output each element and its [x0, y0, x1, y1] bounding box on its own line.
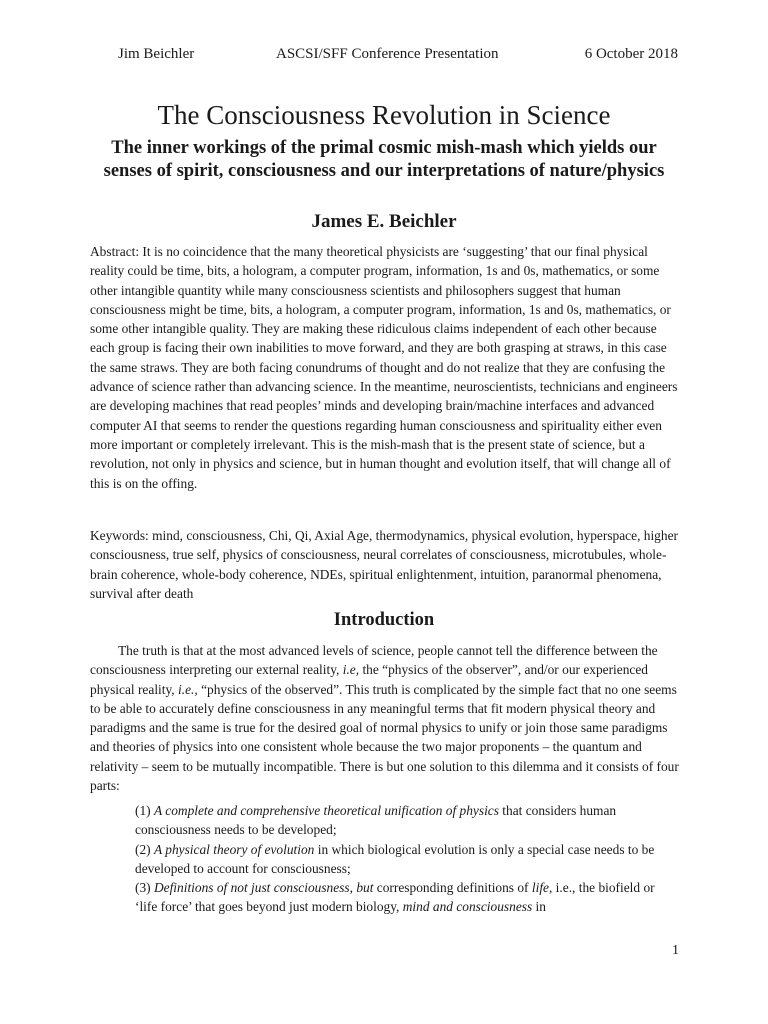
introduction-paragraph: [90, 641, 680, 795]
list-item-text: corresponding definitions of: [373, 880, 532, 896]
list-item-emphasis: Definitions of not just consciousness, but: [153, 880, 374, 896]
list-item: [135, 840, 655, 879]
list-item-number: (2): [135, 841, 154, 857]
header-conference: ASCSI/SFF Conference Presentation: [276, 46, 499, 62]
list-item-emphasis: A complete and comprehensive theoretical unification of physics: [153, 803, 499, 818]
header-date: 6 October 2018: [584, 46, 678, 62]
section-heading-introduction: Introduction: [333, 610, 435, 630]
page-header: [118, 46, 678, 66]
list-item-emphasis-life: life: [531, 880, 549, 896]
paper-title: The Consciousness Revolution in Science: [157, 100, 611, 130]
paper-author: James E. Beichler: [311, 211, 457, 232]
list-item-text-2: , i.e., the biofield or ‘life force’ that goes beyond just modern biology,: [135, 880, 655, 915]
intro-text-2: the “physics of the observer”, and/or our experienced physical reality,: [90, 662, 648, 697]
intro-text-3: “physics of the observed”. This truth is complicated by the simple fact that no one seems to be able to accurately define consciousness in any meaningful terms that fit modern physical theory and paradigms and the same is true for the desired goal of normal physics to unify or join those same paradigms and theories of physics into one consistent whole because the two major proponents – the quantum and relativity – seem to be mutually incompatible. There is but one solution to this dilemma and it consists of four parts:: [90, 681, 679, 794]
solution-list: [135, 801, 655, 917]
list-item: [135, 801, 655, 840]
intro-ie-2: i.e.,: [178, 681, 198, 697]
list-item-number: (3): [135, 880, 154, 896]
paper-subtitle: The inner workings of the primal cosmic mish-mash which yields our senses of spirit, consciousness and our interpretations of nature/physics: [103, 138, 665, 181]
abstract: Abstract: It is no coincidence that the many theoretical physicists are ‘suggesting’ that our final physical reality could be time, bits, a hologram, a computer program, information, 1s and 0s, mathematics, or some other intangible quantity while many consciousness scientists and philosophers suggest that human consciousness might be time, bits, a hologram, a computer program, information, 1s and 0s, mathematics, or some other intangible quality. They are making these ridiculous claims independent of each other because each group is facing their own inabilities to move forward, and they are both grasping at straws, in this case the same straws. They are both facing conundrums of thought and do not realize that they are confusing the advance of science rather than advancing science. In the meantime, neuroscientists, technicians and engineers are developing machines that read peoples’ minds and developing brain/machine interfaces and advanced computer AI that seems to render the questions regarding human consciousness and spirituality either even more important or completely irrelevant. This is the mish-mash that is the present state of science, but a revolution, not only in physics and science, but in human thought and evolution itself, that will change all of this is on the offing.: [90, 244, 678, 491]
intro-ie-1: i.e,: [342, 662, 360, 678]
list-item-text: in which biological evolution is only a special case needs to be developed to account for consciousness;: [135, 841, 655, 876]
list-item: [135, 878, 655, 917]
page-number: 1: [672, 943, 679, 958]
list-item-text-3: in: [532, 899, 546, 915]
intro-text-1: The truth is that at the most advanced levels of science, people cannot tell the difference between the consciousness interpreting our external reality,: [90, 643, 658, 678]
header-author: Jim Beichler: [118, 46, 195, 62]
keywords: Keywords: mind, consciousness, Chi, Qi, Axial Age, thermodynamics, physical evolution, hyperspace, higher consciousness, true self, physics of consciousness, neural correlates of consciousness, microtubules, whole-brain coherence, whole-body coherence, NDEs, spiritual enlightenment, intuition, paranormal phenomena, survival after death: [90, 528, 678, 601]
list-item-number: (1): [135, 803, 154, 818]
list-item-emphasis-mind: mind and consciousness: [402, 899, 533, 915]
list-item-text: that considers human consciousness needs to be developed;: [135, 803, 617, 838]
list-item-emphasis: A physical theory of evolution: [153, 841, 315, 857]
